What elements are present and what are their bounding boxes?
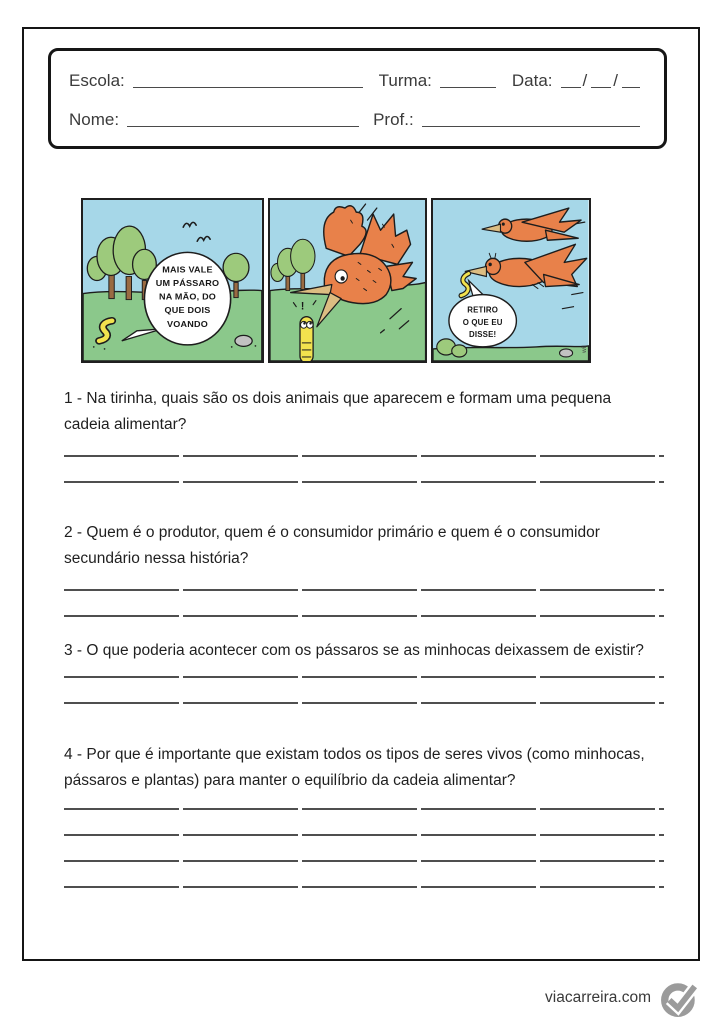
question-text: 1 - Na tirinha, quais são os dois animais que aparecem e formam uma pequena cadeia alimentar? xyxy=(64,390,612,433)
bird-eye xyxy=(335,270,347,283)
answer-line xyxy=(64,836,664,862)
bubble-text-line: DISSE! xyxy=(469,329,497,339)
comic-panel-1 xyxy=(81,198,264,363)
header-form-box xyxy=(48,48,667,149)
question-2 xyxy=(64,520,664,617)
answer-line xyxy=(64,457,664,483)
bubble-text-line: NA MÃO, DO xyxy=(158,291,217,302)
question-1 xyxy=(64,386,664,483)
viacarreira-check-logo-icon xyxy=(660,978,700,1018)
answer-area xyxy=(64,794,664,888)
date-separator: / xyxy=(582,71,588,91)
answer-area xyxy=(64,664,664,704)
comic-strip xyxy=(81,198,591,363)
question-3 xyxy=(64,638,664,704)
bubble-text-line: RETIRO xyxy=(467,305,499,315)
rock xyxy=(560,349,573,357)
answer-line xyxy=(64,664,664,678)
answer-area xyxy=(64,572,664,617)
nome-blank xyxy=(127,124,359,127)
comic-panel-2 xyxy=(268,198,428,363)
bubble-text-line: UM PÁSSARO xyxy=(155,278,220,288)
question-text: 4 - Por que é importante que existam todos os tipos de seres vivos (como minhocas, pássaros e plantas) para manter o equilíbrio da cadeia alimentar? xyxy=(64,746,645,789)
turma-blank xyxy=(440,85,496,88)
data-label: Data: xyxy=(511,71,553,91)
exclamation-mark: ! xyxy=(300,300,305,313)
bubble-text-line: MAIS VALE xyxy=(162,264,213,275)
answer-line xyxy=(64,591,664,617)
bubble-text-line: O QUE EU xyxy=(463,317,504,327)
answer-area xyxy=(64,438,664,483)
answer-line xyxy=(64,794,664,810)
data-month-blank xyxy=(591,85,611,88)
escola-blank xyxy=(133,85,363,88)
question-4 xyxy=(64,742,664,888)
bird-eye xyxy=(489,263,492,267)
bubble-text-line: QUE DOIS xyxy=(164,305,211,316)
answer-line xyxy=(64,678,664,704)
escola-label: Escola: xyxy=(69,71,125,91)
artist-signature: wil xyxy=(581,345,589,353)
data-year-blank xyxy=(622,85,640,88)
header-row-2 xyxy=(69,95,640,129)
nome-label: Nome: xyxy=(69,110,120,130)
comic-panel-3 xyxy=(431,198,591,363)
answer-line xyxy=(64,572,664,591)
site-name: viacarreira.com xyxy=(545,989,651,1006)
answer-line xyxy=(64,810,664,836)
worm-caught xyxy=(462,273,469,295)
prof-blank xyxy=(422,124,640,127)
turma-label: Turma: xyxy=(378,71,432,91)
header-row-1 xyxy=(69,56,640,90)
answer-line xyxy=(64,438,664,457)
answer-line xyxy=(64,862,664,888)
question-text: 3 - O que poderia acontecer com os pássaros se as minhocas deixassem de existir? xyxy=(64,642,644,659)
question-text: 2 - Quem é o produtor, quem é o consumidor primário e quem é o consumidor secundário nessa história? xyxy=(64,524,600,567)
bubble-text-line: VOANDO xyxy=(167,319,209,329)
footer xyxy=(545,978,700,1018)
data-day-blank xyxy=(561,85,581,88)
date-separator: / xyxy=(613,71,618,91)
prof-label: Prof.: xyxy=(373,110,414,130)
